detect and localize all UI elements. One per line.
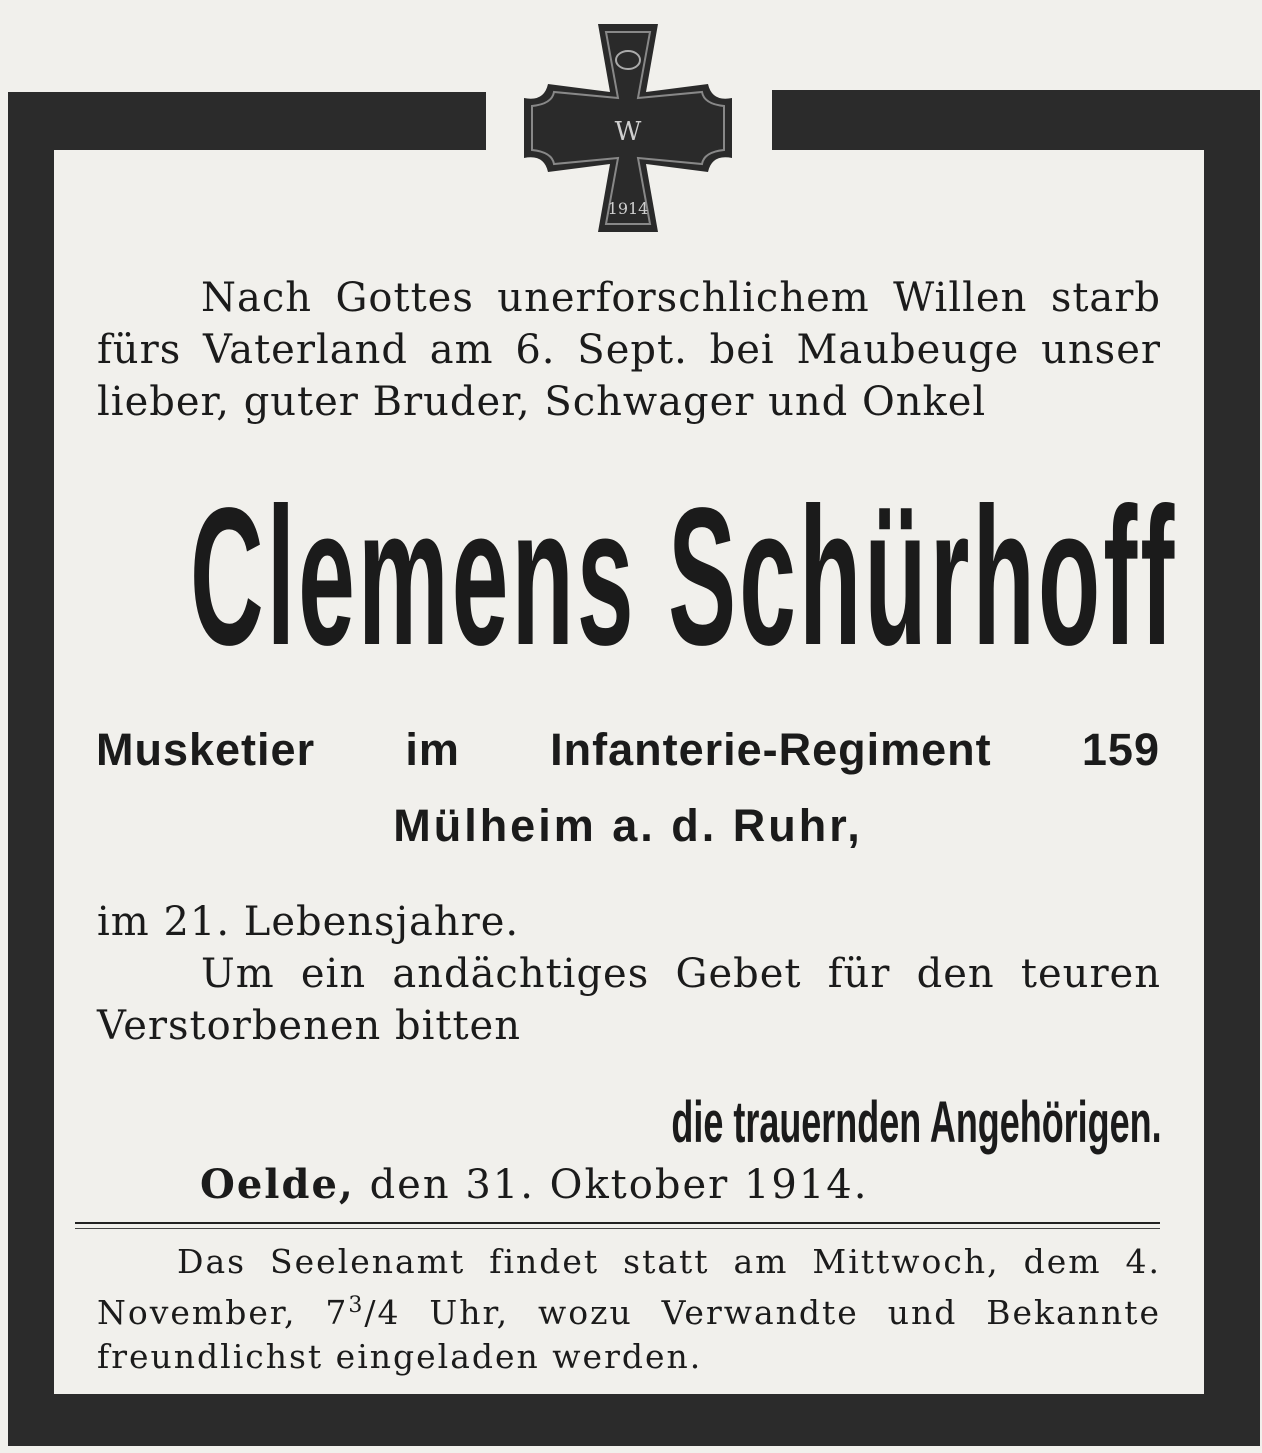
intro-paragraph — [97, 272, 1161, 428]
mourning-border-left — [8, 92, 54, 1444]
age-and-prayer — [97, 896, 1161, 1052]
footer-line-2-sup: 3 — [348, 1293, 365, 1318]
mourning-border-right — [1204, 90, 1260, 1444]
place-date-line — [200, 1160, 868, 1210]
date: den 31. Oktober 1914. — [369, 1162, 869, 1208]
iron-cross-icon — [522, 22, 734, 234]
signature-mourners: die trauernden Angehörigen. — [671, 1090, 1162, 1155]
intro-line-1: Nach Gottes unerforschlichem Willen starb — [201, 275, 1161, 321]
cross-year: 1914 — [607, 199, 649, 218]
mourning-border-top-right — [772, 90, 1260, 150]
mourning-border-top-left — [8, 92, 486, 150]
footer-line-2-post: /4 Uhr, wozu Verwandte und Bekannte — [364, 1293, 1161, 1332]
intro-line-3: lieber, guter Bruder, Schwager und Onkel — [97, 379, 987, 425]
intro-line-2: fürs Vaterland am 6. Sept. bei Maubeuge unser — [97, 327, 1161, 373]
divider-rule — [75, 1222, 1160, 1224]
prayer-line-2: Verstorbenen bitten — [97, 1003, 521, 1049]
footer-line-2-pre: November, 7 — [97, 1293, 349, 1332]
requiem-notice — [97, 1240, 1161, 1379]
prayer-line-1: Um ein andächtiges Gebet für den teuren — [201, 951, 1161, 997]
place: Oelde, — [200, 1161, 355, 1208]
city-line: Mülheim a. d. Ruhr, — [393, 800, 863, 851]
footer-line-1: Das Seelenamt findet statt am Mittwoch, dem 4. — [177, 1242, 1161, 1281]
footer-line-3: freundlichst eingeladen werden. — [97, 1337, 703, 1376]
mourning-border-bottom — [8, 1394, 1260, 1446]
rank-line: Musketier im Infanterie-Regiment 159 — [96, 724, 1160, 775]
divider-rule-thin — [75, 1228, 1160, 1229]
age-line: im 21. Lebensjahre. — [97, 899, 520, 945]
footer-line-2 — [97, 1284, 1161, 1335]
deceased-name: Clemens Schürhoff — [190, 467, 1178, 686]
cross-monogram: W — [614, 117, 642, 147]
